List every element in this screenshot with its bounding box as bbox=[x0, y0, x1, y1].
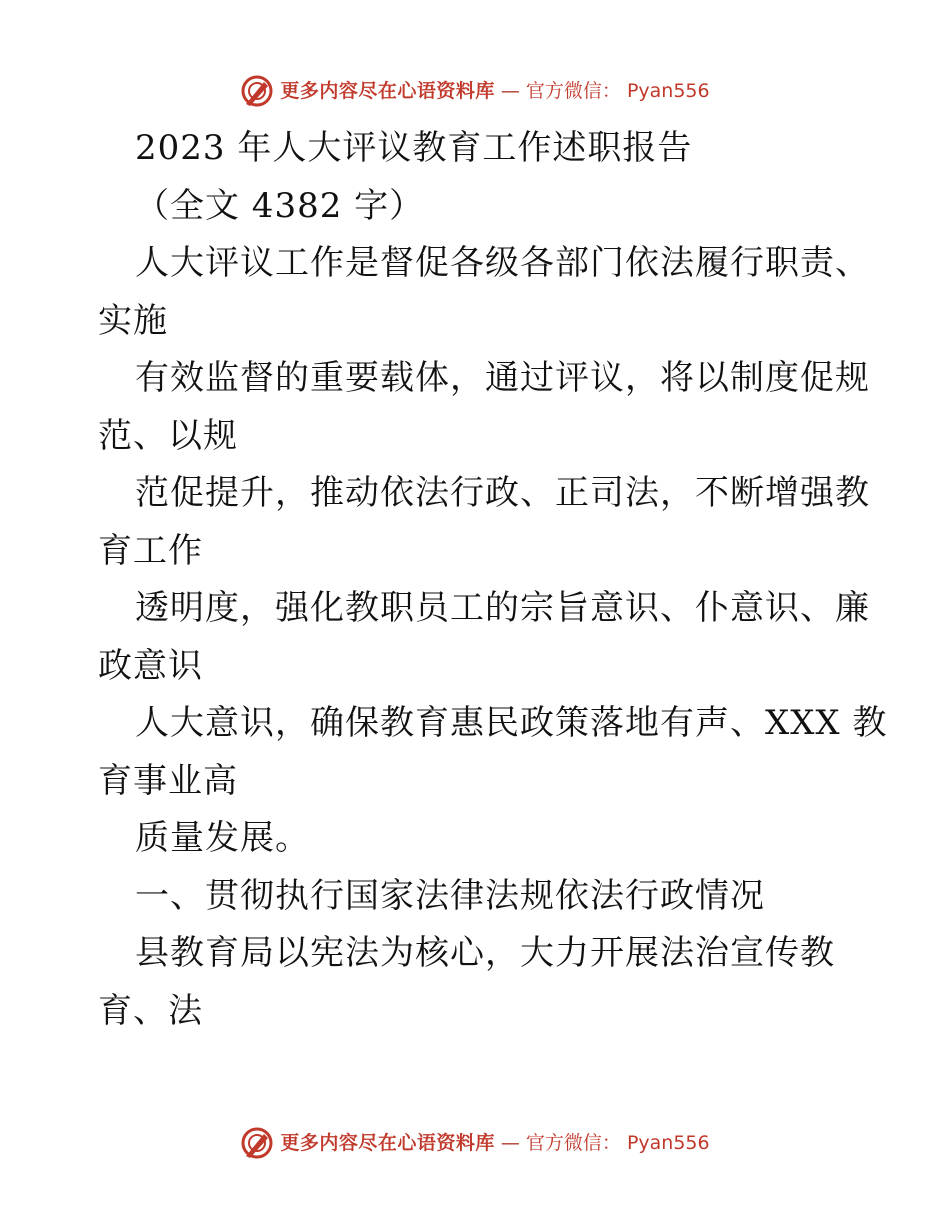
body-line: 育工作 bbox=[98, 530, 203, 571]
body-line: 育事业高 bbox=[98, 760, 238, 801]
footer-watermark bbox=[0, 1126, 950, 1160]
pen-logo-icon bbox=[240, 1126, 274, 1160]
watermark-id: Pyan556 bbox=[626, 80, 710, 102]
watermark-dash: — bbox=[500, 1132, 520, 1154]
watermark-dash: — bbox=[500, 80, 520, 102]
pen-logo-icon bbox=[240, 74, 274, 108]
body-line: 县教育局以宪法为核心，大力开展法治宣传教 bbox=[135, 933, 835, 973]
body-line: 实施 bbox=[98, 300, 168, 341]
header-watermark bbox=[0, 74, 950, 108]
document-body bbox=[98, 120, 888, 1040]
body-line: 范促提升，推动依法行政、正司法，不断增强教 bbox=[135, 473, 870, 513]
document-title: 2023 年人大评议教育工作述职报告 bbox=[135, 128, 693, 168]
watermark-id: Pyan556 bbox=[626, 1132, 710, 1154]
watermark-main-text: 更多内容尽在心语资料库 bbox=[280, 80, 495, 102]
section-heading: 一、贯彻执行国家法律法规依法行政情况 bbox=[135, 875, 765, 916]
body-line: 有效监督的重要载体，通过评议，将以制度促规 bbox=[135, 358, 870, 398]
body-line: 育、法 bbox=[98, 990, 203, 1031]
word-count: （全文 4382 字） bbox=[135, 185, 425, 226]
body-line: 政意识 bbox=[98, 645, 203, 686]
body-line: 人大意识，确保教育惠民政策落地有声、XXX 教 bbox=[135, 703, 888, 743]
body-line: 透明度，强化教职员工的宗旨意识、仆意识、廉 bbox=[135, 588, 870, 628]
body-line: 人大评议工作是督促各级各部门依法履行职责、 bbox=[135, 243, 870, 283]
watermark-suffix: 官方微信： bbox=[525, 80, 621, 102]
watermark-main-text: 更多内容尽在心语资料库 bbox=[280, 1132, 495, 1154]
body-line: 质量发展。 bbox=[135, 818, 310, 858]
body-line: 范、以规 bbox=[98, 415, 238, 456]
watermark-suffix: 官方微信： bbox=[525, 1132, 621, 1154]
